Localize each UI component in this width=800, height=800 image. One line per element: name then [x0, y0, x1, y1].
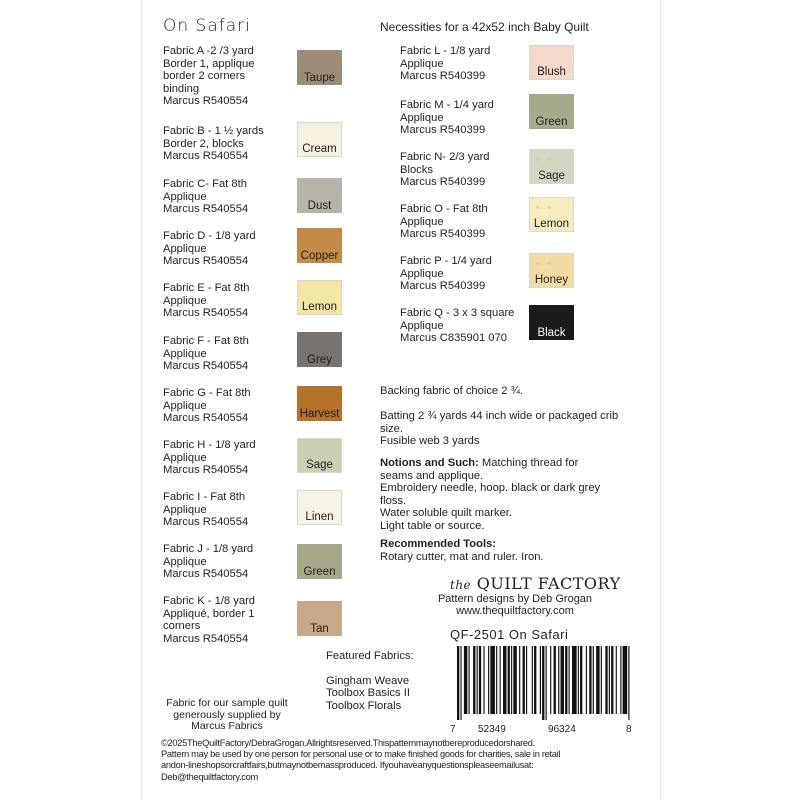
- fabric-description: Fabric A -2 /3 yard Border 1, applique border 2 corners binding Marcus R540554: [163, 45, 255, 108]
- fabric-description: Fabric E - Fat 8th Applique Marcus R540554: [163, 282, 250, 320]
- swatch-label: Blush: [537, 66, 566, 78]
- fabric-description: Fabric J - 1/8 yard Applique Marcus R540554: [163, 543, 254, 581]
- fabric-description: Fabric C- Fat 8th Applique Marcus R540554: [163, 178, 249, 216]
- swatch-label: Grey: [307, 354, 332, 366]
- swatch-label: Dust: [307, 200, 332, 212]
- quilt-factory-logo: the QUILT FACTORY: [450, 574, 621, 593]
- featured-list: Gingham Weave Toolbox Basics II Toolbox Florals: [326, 674, 410, 712]
- barcode-digits-left: 52349: [478, 724, 506, 735]
- swatch-label: Lemon: [301, 301, 338, 313]
- designer-credit: Pattern designs by Deb Grogan www.thequiltfactory.com: [437, 593, 593, 617]
- fabric-swatch: [297, 490, 342, 525]
- tools-text: Rotary cutter, mat and ruler. Iron.: [380, 550, 544, 563]
- fabric-swatch: [297, 544, 342, 579]
- swatch-label: Lemon: [533, 218, 570, 230]
- featured-fabrics: [326, 650, 414, 712]
- tools-block: [380, 538, 544, 563]
- swatch-label: Sage: [538, 170, 565, 182]
- fabric-swatch: [297, 386, 342, 421]
- swatch-label: Copper: [300, 250, 339, 262]
- fabric-description: Fabric G - Fat 8th Applique Marcus R540554: [163, 387, 251, 425]
- pattern-title: On Safari: [163, 16, 251, 36]
- fabric-description: Fabric I - Fat 8th Applique Marcus R540554: [163, 491, 249, 529]
- notions-block: [380, 457, 600, 533]
- fabric-swatch: [297, 280, 342, 315]
- copyright-notice: ©2025TheQuiltFactory/DebraGrogan.Allrightsreserved.Thispatternmaynotbereproducedorshared. Pattern may be used by one person for personal use or to make finished goods for charities, sale in retail andon-lineshopsorcraftfairs,butmaynotbemassproduced. Ifyouhaveanyquestionspleaseemailusat: Deb@thequiltfactory.com: [161, 738, 561, 782]
- fabric-description: Fabric B - 1 ½ yards Border 2, blocks Marcus R540554: [163, 125, 264, 163]
- fabric-swatch: [297, 601, 342, 636]
- fabric-description: Fabric H - 1/8 yard Applique Marcus R540554: [163, 439, 256, 477]
- swatch-label: Green: [303, 566, 336, 578]
- pattern-code: QF-2501 On Safari: [450, 627, 569, 642]
- barcode-digit-prefix: 7: [450, 724, 456, 735]
- fabric-swatch: [529, 149, 574, 184]
- fabric-description: Fabric K - 1/8 yard Appliqué, border 1 corners Marcus R540554: [163, 595, 256, 645]
- batting-text: Batting 2 ¾ yards 44 inch wide or packaged crib size. Fusible web 3 yards: [380, 410, 619, 448]
- fabric-description: Fabric O - Fat 8th Applique Marcus R540399: [400, 203, 488, 241]
- fabric-description: Fabric D - 1/8 yard Applique Marcus R540554: [163, 230, 256, 268]
- fabric-description: Fabric M - 1/4 yard Applique Marcus R540399: [400, 99, 494, 137]
- swatch-label: Sage: [306, 459, 333, 471]
- sample-note: Fabric for our sample quilt generously supplied by Marcus Fabrics: [166, 697, 288, 732]
- fabric-description: Fabric F - Fat 8th Applique Marcus R540554: [163, 335, 249, 373]
- backing-text: Backing fabric of choice 2 ¾.: [380, 385, 524, 397]
- swatch-label: Linen: [305, 511, 334, 523]
- fabric-swatch: [297, 50, 342, 85]
- barcode-digit-check: 8: [626, 724, 632, 735]
- featured-heading: Featured Fabrics:: [326, 650, 414, 662]
- fabric-swatch: [297, 332, 342, 367]
- tools-heading: Recommended Tools:: [380, 538, 497, 550]
- fabric-swatch: [529, 253, 574, 288]
- swatch-label: Green: [535, 116, 568, 128]
- necessities-heading: Necessities for a 42x52 inch Baby Quilt: [380, 20, 589, 34]
- notions-heading: Notions and Such:: [380, 457, 479, 469]
- swatch-label: Harvest: [299, 408, 340, 420]
- fabric-description: Fabric Q - 3 x 3 square Applique Marcus C835901 070: [400, 307, 515, 345]
- notions-text: Matching thread for seams and applique. Embroidery needle, hoop. black or dark grey floss. Water soluble quilt marker. Light table or source.: [380, 457, 601, 532]
- fabric-description: Fabric L - 1/8 yard Applique Marcus R540399: [400, 45, 491, 83]
- barcode: [455, 646, 633, 720]
- fabric-swatch: [297, 122, 342, 157]
- swatch-label: Cream: [302, 143, 337, 155]
- fabric-description: Fabric P - 1/4 yard Applique Marcus R540399: [400, 255, 492, 293]
- fabric-swatch: [529, 305, 574, 340]
- fabric-swatch: [529, 197, 574, 232]
- swatch-label: Honey: [534, 274, 569, 286]
- print-pattern-icon: ∘∘: [535, 154, 559, 164]
- swatch-label: Black: [537, 327, 566, 339]
- fabric-swatch: [529, 94, 574, 129]
- barcode-digits-right: 96324: [548, 724, 576, 735]
- fabric-swatch: [297, 178, 342, 213]
- fabric-description: Fabric N- 2/3 yard Blocks Marcus R540399: [400, 151, 490, 189]
- fabric-swatch: [297, 438, 342, 473]
- swatch-label: Tan: [310, 623, 329, 635]
- fabric-swatch: [529, 45, 574, 80]
- print-pattern-icon: ∘∘: [535, 202, 559, 212]
- swatch-label: Taupe: [303, 72, 336, 84]
- fabric-swatch: [297, 228, 342, 263]
- print-pattern-icon: ∘∘: [535, 258, 559, 268]
